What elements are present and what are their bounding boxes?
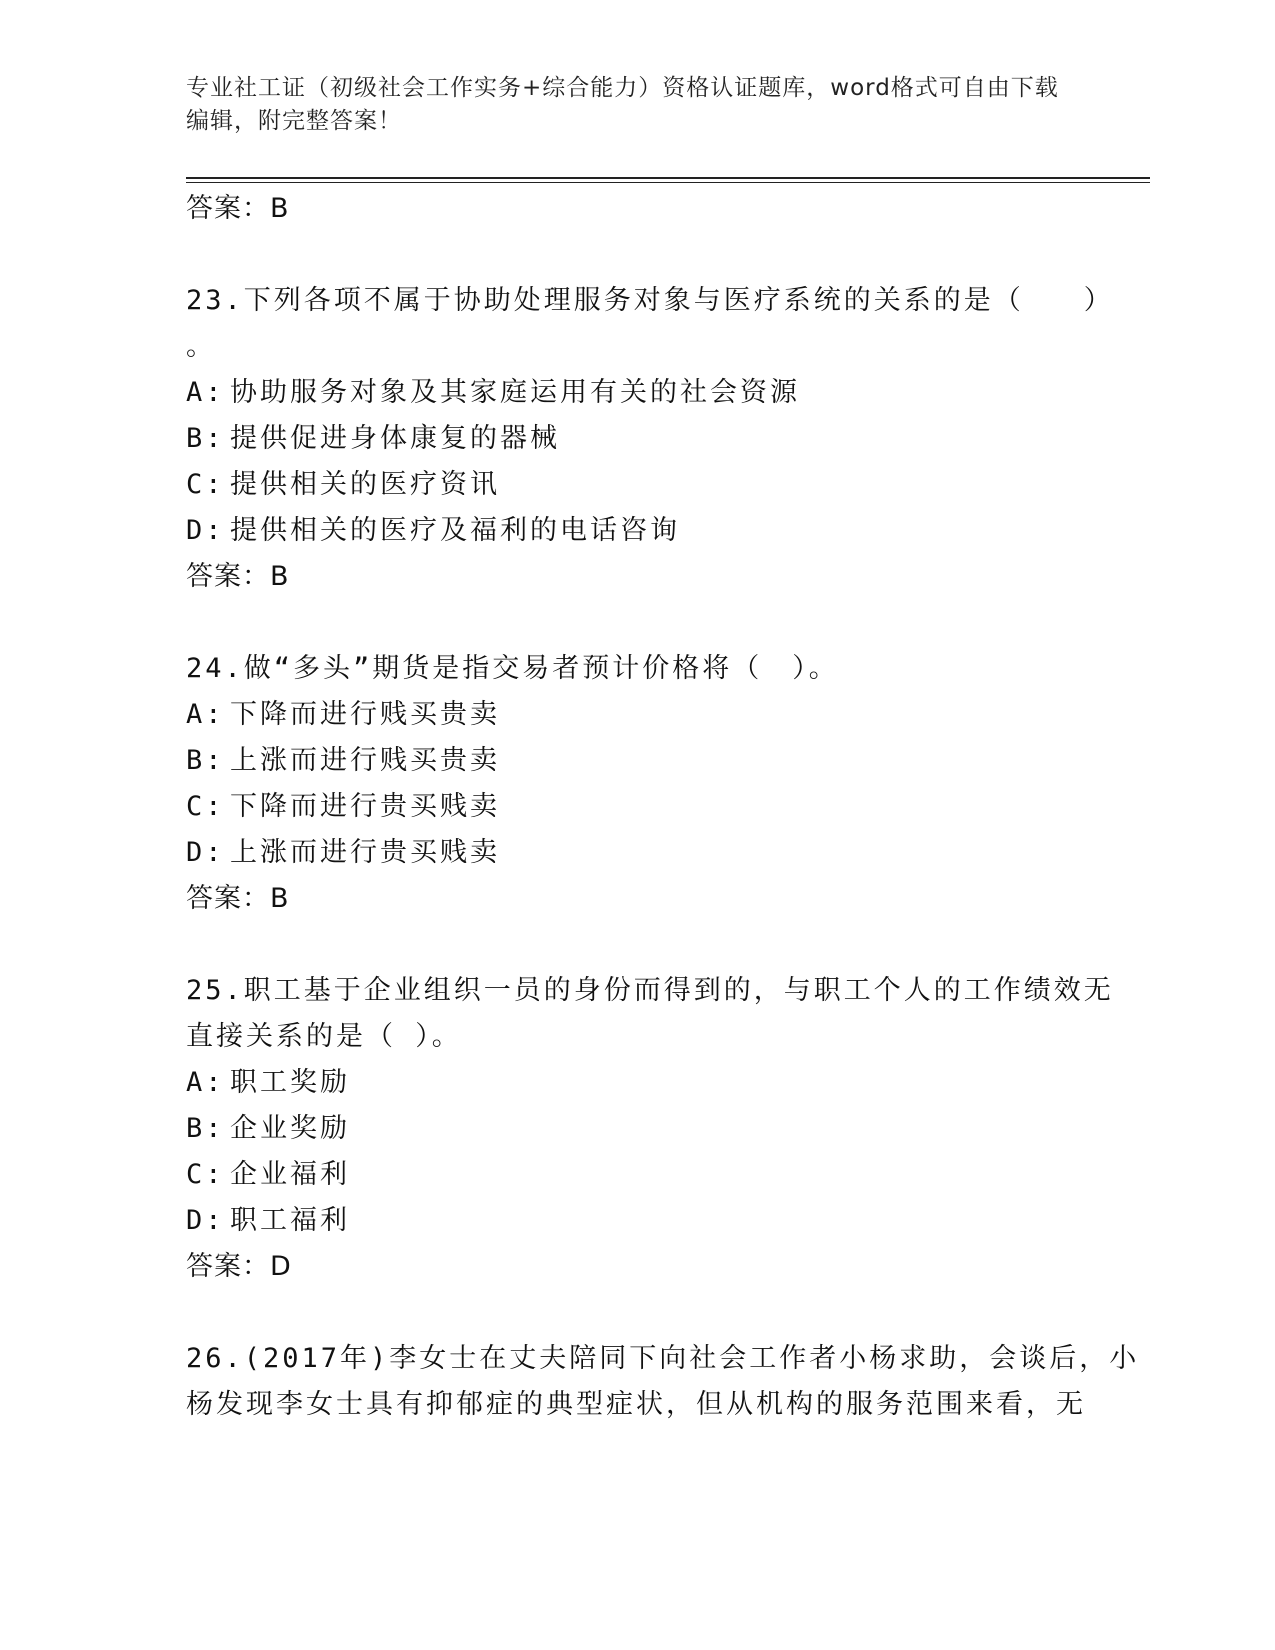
page-header — [186, 72, 1086, 138]
option-d — [186, 1198, 1086, 1244]
option-letter: A: — [186, 1067, 225, 1098]
option-a — [186, 692, 1086, 738]
answer-line: 答案：D — [186, 1251, 292, 1282]
option-d — [186, 830, 1086, 876]
spacer — [186, 232, 1086, 278]
question-line: 24.做“多头”期货是指交易者预计价格将（ ）。 — [186, 653, 839, 684]
option-c — [186, 462, 1086, 508]
question-item — [186, 278, 1114, 600]
option-text: 职工福利 — [230, 1205, 350, 1236]
option-letter: D: — [186, 1205, 225, 1236]
option-text: 上涨而进行贱买贵卖 — [230, 745, 500, 776]
option-letter: C: — [186, 1159, 225, 1190]
option-text: 企业奖励 — [230, 1113, 350, 1144]
question-line: 23.下列各项不属于协助处理服务对象与医疗系统的关系的是（ ） — [186, 285, 1114, 316]
option-text: 下降而进行贱买贵卖 — [230, 699, 500, 730]
option-text: 提供相关的医疗资讯 — [230, 469, 500, 500]
option-letter: B: — [186, 1113, 225, 1144]
question-line: 。 — [186, 331, 216, 362]
option-letter: D: — [186, 837, 225, 868]
question-line: 直接关系的是（ ）。 — [186, 1021, 462, 1052]
header-rule-thick — [186, 177, 1150, 179]
option-letter: B: — [186, 745, 225, 776]
question-text — [186, 968, 1114, 1060]
option-letter: A: — [186, 377, 225, 408]
question-list — [186, 186, 1140, 1428]
header-line-2: 编辑，附完整答案！ — [186, 108, 402, 134]
question-line: 25.职工基于企业组织一员的身份而得到的，与职工个人的工作绩效无 — [186, 975, 1114, 1006]
question-line: 26.(2017年)李女士在丈夫陪同下向社会工作者小杨求助，会谈后，小 — [186, 1343, 1140, 1374]
option-letter: D: — [186, 515, 225, 546]
option-b — [186, 416, 1086, 462]
spacer — [186, 600, 1086, 646]
spacer — [186, 922, 1086, 968]
option-letter: C: — [186, 469, 225, 500]
option-c — [186, 784, 1086, 830]
option-text: 提供促进身体康复的器械 — [230, 423, 560, 454]
question-text — [186, 278, 1114, 370]
question-item — [186, 1336, 1140, 1428]
spacer — [186, 1290, 1086, 1336]
option-text: 上涨而进行贵买贱卖 — [230, 837, 500, 868]
option-text: 企业福利 — [230, 1159, 350, 1190]
answer-line: 答案：B — [186, 193, 290, 224]
header-line-1: 专业社工证（初级社会工作实务+综合能力）资格认证题库，word格式可自由下载 — [186, 75, 1059, 101]
option-text: 提供相关的医疗及福利的电话咨询 — [230, 515, 680, 546]
question-line: 杨发现李女士具有抑郁症的典型症状，但从机构的服务范围来看，无 — [186, 1389, 1086, 1420]
option-d — [186, 508, 1086, 554]
option-b — [186, 738, 1086, 784]
option-text: 下降而进行贵买贱卖 — [230, 791, 500, 822]
option-a — [186, 1060, 1086, 1106]
question-item — [186, 968, 1114, 1290]
question-text — [186, 1336, 1140, 1428]
option-c — [186, 1152, 1086, 1198]
answer-line: 答案：B — [186, 883, 290, 914]
question-item — [186, 646, 1086, 922]
option-text: 职工奖励 — [230, 1067, 350, 1098]
question-text — [186, 646, 1086, 692]
option-letter: A: — [186, 699, 225, 730]
option-letter: B: — [186, 423, 225, 454]
header-rule-thin — [186, 182, 1150, 183]
option-b — [186, 1106, 1086, 1152]
option-letter: C: — [186, 791, 225, 822]
option-a — [186, 370, 1086, 416]
answer-line: 答案：B — [186, 561, 290, 592]
option-text: 协助服务对象及其家庭运用有关的社会资源 — [230, 377, 800, 408]
